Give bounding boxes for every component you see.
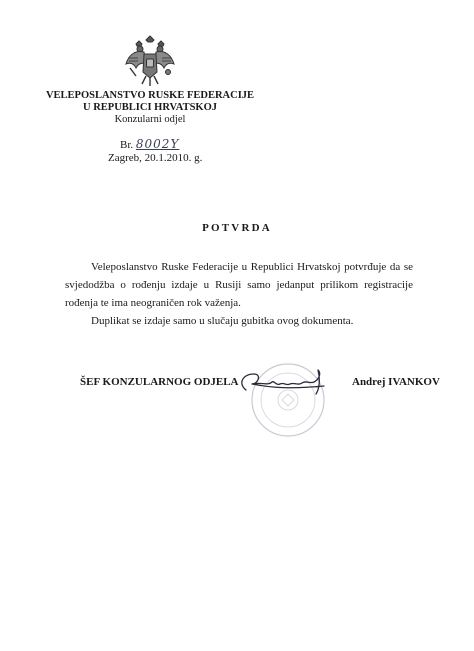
place-date: Zagreb, 20.1.2010. g.: [108, 152, 203, 164]
document-body: [65, 258, 413, 330]
embassy-name-line2: U REPUBLICI HRVATSKOJ: [82, 102, 218, 113]
body-paragraph-2: Duplikat se izdaje samo u slučaju gubitka ovog dokumenta.: [91, 315, 354, 327]
document-title: POTVRDA: [202, 222, 272, 234]
body-paragraph-1: Veleposlanstvo Ruske Federacije u Republici Hrvatskoj potvrđuje da se svjedodžba o rođenju izdaje u Rusiji samo jedanput prilikom registracije rođenja te ima neograničen rok važenja.: [65, 261, 413, 309]
reference-number-line: [120, 138, 179, 152]
double-headed-eagle-icon: [124, 34, 176, 88]
reference-number-value: 8002Y: [135, 137, 180, 151]
department-name: Konzularni odjel: [114, 114, 186, 125]
reference-number-label: Br.: [120, 139, 134, 151]
handwritten-signature: [232, 362, 336, 402]
signatory-name: Andrej IVANKOV: [352, 376, 440, 388]
embassy-name-line1: VELEPOSLANSTVO RUSKE FEDERACIJE: [45, 90, 255, 101]
signatory-position: ŠEF KONZULARNOG ODJELA: [80, 376, 239, 388]
